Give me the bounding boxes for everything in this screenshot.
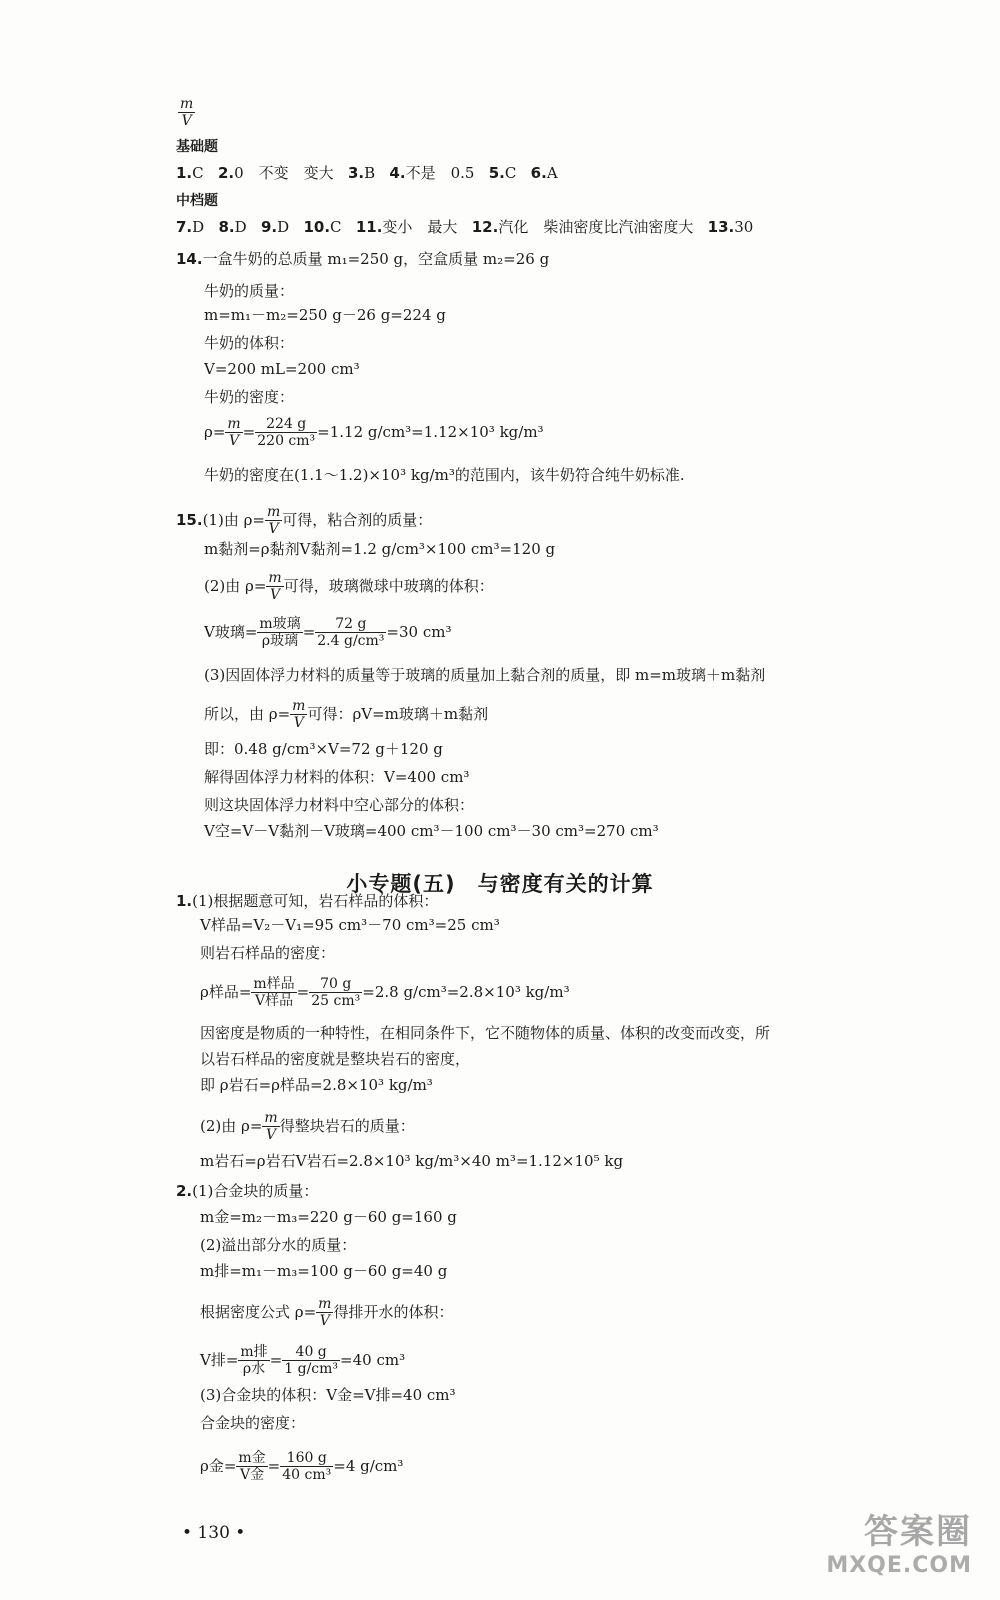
p2-line1	[176, 1180, 318, 1202]
text: (1)由 ρ=	[202, 511, 265, 529]
answer: C	[504, 164, 517, 182]
p2-line5	[200, 1296, 453, 1330]
basic-answers-line	[176, 162, 558, 184]
frac-den: V	[319, 1313, 330, 1329]
watermark-url: MXQE.COM	[826, 1553, 972, 1578]
answer-num: 13.	[707, 218, 735, 236]
formula-part: =	[269, 1351, 283, 1369]
p1-line5: 因密度是物质的一种特性，在相同条件下，它不随物体的质量、体积的改变而改变，所	[200, 1024, 771, 1042]
frac-den: 25 cm³	[311, 993, 361, 1009]
frac-num: m	[292, 698, 306, 714]
question-num: 2.	[176, 1182, 193, 1200]
frac-den: 40 cm³	[282, 1467, 332, 1483]
answer: C	[192, 164, 204, 182]
p1-line7: 即 ρ岩石=ρ样品=2.8×10³ kg/m³	[200, 1076, 433, 1094]
q14-line2: 牛奶的质量：	[204, 282, 295, 300]
answer: B	[364, 164, 376, 182]
formula-part: V排=	[200, 1351, 239, 1369]
frac-num: 70 g	[309, 976, 362, 993]
formula-part: ρ金=	[200, 1457, 237, 1475]
answer: 不是 0.5	[405, 164, 475, 182]
formula-part: =40 cm³	[340, 1351, 406, 1369]
frac-den: V	[228, 433, 240, 449]
formula-part: ρ=	[204, 423, 226, 441]
frac-num: m样品	[253, 976, 295, 992]
formula-part: =2.8 g/cm³=2.8×10³ kg/m³	[362, 983, 570, 1001]
p1-line3: 则岩石样品的密度：	[200, 944, 336, 962]
p1-line6: 以岩石样品的密度就是整块岩石的密度，	[200, 1050, 471, 1068]
answer: 0 不变 变大	[234, 164, 334, 182]
frac-num: m	[268, 570, 282, 586]
text: 可得，玻璃微球中玻璃的体积：	[283, 577, 494, 595]
section-title: 小专题(五) 与密度有关的计算	[346, 872, 654, 896]
p2-line2: m金=m₂－m₃=220 g－60 g=160 g	[200, 1208, 457, 1226]
formula-part: V玻璃=	[204, 623, 258, 641]
answer-num: 3.	[347, 164, 365, 182]
section-basic: 基础题	[176, 139, 218, 155]
formula-part: =30 cm³	[386, 623, 452, 641]
text: 得排开水的体积：	[333, 1303, 454, 1321]
frac-den: ρ水	[242, 1361, 266, 1377]
text: (2)由 ρ=	[204, 577, 267, 595]
question-num: 1.	[176, 892, 193, 910]
frac-den: 1 g/cm³	[284, 1361, 339, 1377]
q15-line2: m黏剂=ρ黏剂V黏剂=1.2 g/cm³×100 cm³=120 g	[204, 540, 556, 558]
frac-den: V样品	[254, 993, 294, 1009]
frac-den: V	[268, 521, 279, 537]
p2-formula2	[200, 1450, 403, 1484]
answer: 变小 最大	[382, 218, 458, 236]
section-medium: 中档题	[176, 193, 218, 209]
q15-line3	[204, 570, 494, 604]
answer: D	[234, 218, 247, 236]
q15-line9: 则这块固体浮力材料中空心部分的体积：	[204, 796, 475, 814]
top-fraction	[178, 96, 195, 130]
watermark	[826, 1504, 972, 1578]
q15-line5: (3)因固体浮力材料的质量等于玻璃的质量加上黏合剂的质量，即 m=m玻璃＋m黏剂	[204, 666, 766, 684]
frac-den: V金	[239, 1467, 265, 1483]
answer: D	[277, 218, 290, 236]
frac-den: 2.4 g/cm³	[317, 633, 385, 649]
text: (1)根据题意可知，岩石样品的体积：	[192, 892, 439, 910]
p1-line2: V样品=V₂－V₁=95 cm³－70 cm³=25 cm³	[200, 916, 500, 934]
frac-num: m金	[238, 1450, 266, 1466]
answer-num: 4.	[389, 164, 406, 182]
frac-den: 220 cm³	[257, 433, 316, 449]
frac-num: 40 g	[282, 1344, 340, 1361]
p1-line8	[200, 1110, 415, 1144]
answer-num: 9.	[260, 218, 278, 236]
q14-line8: 牛奶的密度在(1.1～1.2)×10³ kg/m³的范围内，该牛奶符合纯牛奶标准.	[204, 466, 685, 484]
frac-num: m	[227, 416, 241, 432]
answer: D	[192, 218, 205, 236]
question-num: 14.	[176, 250, 203, 268]
frac-den: V	[181, 113, 192, 129]
answer-num: 2.	[217, 164, 235, 182]
frac-den: V	[265, 1127, 277, 1143]
text: 所以，由 ρ=	[204, 705, 291, 723]
p2-line7: (3)合金块的体积：V金=V排=40 cm³	[200, 1386, 456, 1404]
q15-line7: 即：0.48 g/cm³×V=72 g＋120 g	[204, 740, 443, 758]
q14-line6: 牛奶的密度：	[204, 388, 295, 406]
q15-line8: 解得固体浮力材料的体积：V=400 cm³	[204, 768, 470, 786]
q15-formula	[204, 616, 451, 650]
answer-num: 8.	[218, 218, 235, 236]
answer-num: 6.	[530, 164, 547, 182]
q14-line1	[176, 248, 549, 270]
frac-num: m	[266, 504, 281, 520]
answer-num: 5.	[488, 164, 505, 182]
frac-num: 160 g	[280, 1450, 333, 1467]
q14-text: 一盒牛奶的总质量 m₁=250 g，空盒质量 m₂=26 g	[202, 250, 550, 268]
formula-part: =1.12 g/cm³=1.12×10³ kg/m³	[317, 423, 544, 441]
answer-num: 11.	[355, 218, 383, 236]
p1-formula	[200, 976, 570, 1010]
frac-num: m	[264, 1110, 278, 1126]
p2-line4: m排=m₁－m₃=100 g－60 g=40 g	[200, 1262, 448, 1280]
p2-line3: (2)溢出部分水的质量：	[200, 1236, 357, 1254]
formula-part: ρ样品=	[200, 983, 252, 1001]
answer: 汽化 柴油密度比汽油密度大	[498, 218, 694, 236]
question-num: 15.	[176, 511, 203, 529]
frac-num: m	[318, 1296, 332, 1312]
frac-num: 224 g	[255, 416, 317, 433]
page-number: • 130 •	[182, 1523, 246, 1543]
answer-num: 1.	[176, 164, 193, 182]
text: 可得：ρV=m玻璃＋m黏剂	[307, 705, 489, 723]
p1-line1	[176, 890, 438, 912]
frac-num: m玻璃	[259, 616, 301, 632]
answer-num: 12.	[471, 218, 499, 236]
watermark-logo: 答案圈	[864, 1512, 972, 1552]
p1-line9: m岩石=ρ岩石V岩石=2.8×10³ kg/m³×40 m³=1.12×10⁵ kg	[200, 1152, 624, 1170]
text: (2)由 ρ=	[200, 1117, 263, 1135]
text: 根据密度公式 ρ=	[200, 1303, 317, 1321]
p2-formula1	[200, 1344, 405, 1378]
text: 可得，粘合剂的质量：	[282, 511, 433, 529]
q14-line4: 牛奶的体积：	[204, 334, 295, 352]
q15-line6	[204, 698, 488, 732]
frac-den: V	[293, 715, 304, 731]
p2-line8: 合金块的密度：	[200, 1414, 306, 1432]
answer: A	[546, 164, 558, 182]
frac-num: m排	[240, 1344, 268, 1360]
formula-part: =	[267, 1457, 281, 1475]
frac-num: 72 g	[315, 616, 386, 633]
formula-part: =	[242, 423, 256, 441]
text: (1)合金块的质量：	[192, 1182, 319, 1200]
frac-num: m	[180, 96, 194, 112]
answer: 30	[734, 218, 754, 236]
answer: C	[330, 218, 342, 236]
answer-num: 7.	[176, 218, 193, 236]
answer-num: 10.	[303, 218, 331, 236]
formula-part: =4 g/cm³	[333, 1457, 404, 1475]
frac-den: ρ玻璃	[261, 633, 299, 649]
medium-answers-line	[176, 216, 753, 238]
formula-part: =	[296, 983, 310, 1001]
q14-line5: V=200 mL=200 cm³	[204, 360, 360, 378]
frac-den: V	[269, 587, 281, 603]
q15-line10: V空=V－V黏剂－V玻璃=400 cm³－100 cm³－30 cm³=270 cm³	[204, 822, 659, 840]
text: 得整块岩石的质量：	[279, 1117, 415, 1135]
formula-part: =	[302, 623, 316, 641]
q15-line1	[176, 504, 432, 538]
q14-formula	[204, 416, 544, 450]
q14-line3: m=m₁－m₂=250 g－26 g=224 g	[204, 306, 446, 324]
